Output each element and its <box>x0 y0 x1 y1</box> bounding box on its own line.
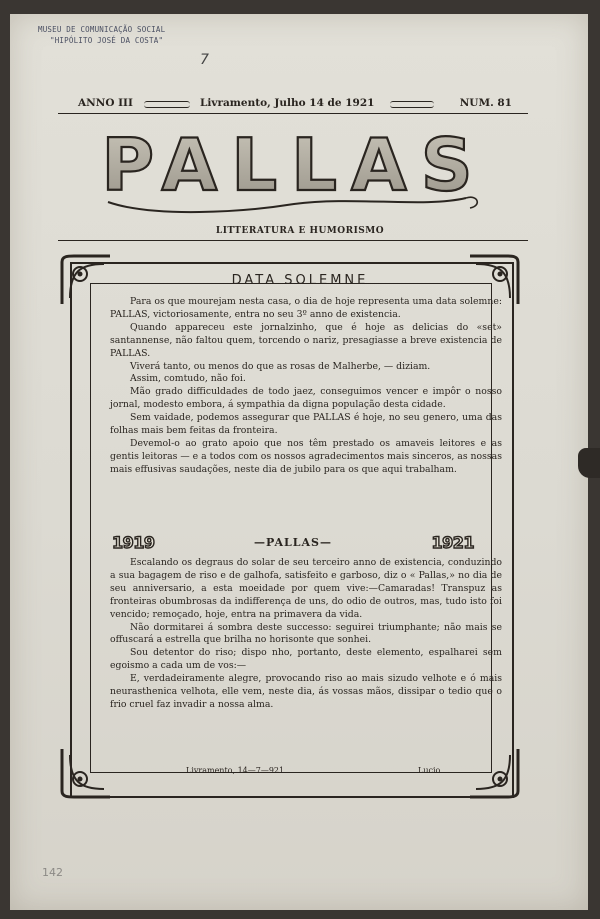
paragraph: Não dormitarei á sombra deste successo: seguirei triumphante; não mais se offuscará a estrella que brilha no horisonte que sonhei. <box>110 621 502 646</box>
paragraph: Assim, comtudo, não foi. <box>130 373 246 385</box>
stamp-line-2: "HIPÓLITO JOSÉ DA COSTA" <box>50 36 164 45</box>
paragraph: Quando appareceu este jornalzinho, que é hoje as delicias do «set» santannense, não faltou quem, torcendo o nariz, presagiasse a breve existencia de PALLAS. <box>110 321 502 359</box>
corner-ornament-bottom-right <box>466 745 522 801</box>
article-body-1 <box>110 296 502 477</box>
masthead-title <box>94 116 494 224</box>
pencil-note: 142 <box>42 866 63 879</box>
year-end: 1921 <box>431 533 474 552</box>
masthead-text: PALLAS <box>101 123 487 207</box>
paragraph: Viverá tanto, ou menos do que as rosas de Malherbe, — diziam. <box>130 360 431 372</box>
year-start: 1919 <box>112 533 155 552</box>
article-body-2 <box>110 557 502 712</box>
stamp-line-1: MUSEU DE COMUNICAÇÃO SOCIAL <box>38 25 166 34</box>
article-title: DATA SOLEMNE <box>231 273 369 288</box>
scroll-ornament-right <box>390 101 434 108</box>
paragraph: E, verdadeiramente alegre, provocando riso ao mais sizudo velhote e ó mais neurasthenica velhota, elle vem, neste dia, ás vossas mãos, dissipar o tedio que o frio cruel faz invadir a nossa alma. <box>110 673 502 710</box>
scroll-ornament-left <box>144 101 190 108</box>
paragraph: Escalando os degraus do solar de seu terceiro anno de existencia, conduzindo a sua bagagem de riso e de galhofa, satisfeito e garboso, diz o « Pallas,» no dia de seu anniversario, a esta moeidade por quem vive:—Camaradas! Transpuz as fronteiras obumbrosas da indifferença de uns, do odio de outros, mas, tudo isto foi vencido; remoçado, hoje, entra na primavera da vida. <box>110 557 502 620</box>
separator-title: —PALLAS— <box>254 536 332 549</box>
header-rule <box>58 113 528 114</box>
paragraph: Para os que mourejam nesta casa, o dia de hoje representa uma data solemne: PALLAS, victoriosamente, entra no seu 3º anno de existencia. <box>110 296 502 320</box>
handwritten-mark: 7 <box>200 52 209 68</box>
page-tear <box>578 448 600 478</box>
paragraph: Devemol-o ao grato apoio que nos têm prestado os amaveis leitores e as gentis leitoras — e a todos com os nossos agradecimentos mais sinceros, as nossas mais effusivas saudações, neste dia de jubilo para os que aqui trabalham. <box>110 437 502 475</box>
signoff-place-date: Livramento, 14—7—921 <box>186 766 285 775</box>
issue-volume: ANNO III <box>78 97 133 109</box>
signoff-author: Lucio <box>418 766 441 775</box>
paragraph: Mão grado difficuldades de todo jaez, conseguimos vencer e impôr o nosso jornal, modesto embora, á sympathia da digna população desta cidade. <box>110 386 502 411</box>
paragraph: Sem vaidade, podemos assegurar que PALLAS é hoje, no seu genero, uma das folhas mais bem feitas da fronteira. <box>110 412 502 437</box>
paragraph: Sou detentor do riso; dispo nho, portanto, deste elemento, espalharei sem egoismo a cada um de vos:— <box>110 647 502 672</box>
museum-stamp <box>38 24 165 46</box>
anniversary-separator <box>112 533 474 556</box>
masthead-logo <box>94 116 494 224</box>
subtitle-rule <box>58 240 528 241</box>
corner-ornament-bottom-left <box>58 745 114 801</box>
issue-date: Livramento, Julho 14 de 1921 <box>200 97 375 109</box>
issue-number: NUM. 81 <box>459 97 512 109</box>
masthead-subtitle: LITTERATURA E HUMORISMO <box>215 226 385 236</box>
